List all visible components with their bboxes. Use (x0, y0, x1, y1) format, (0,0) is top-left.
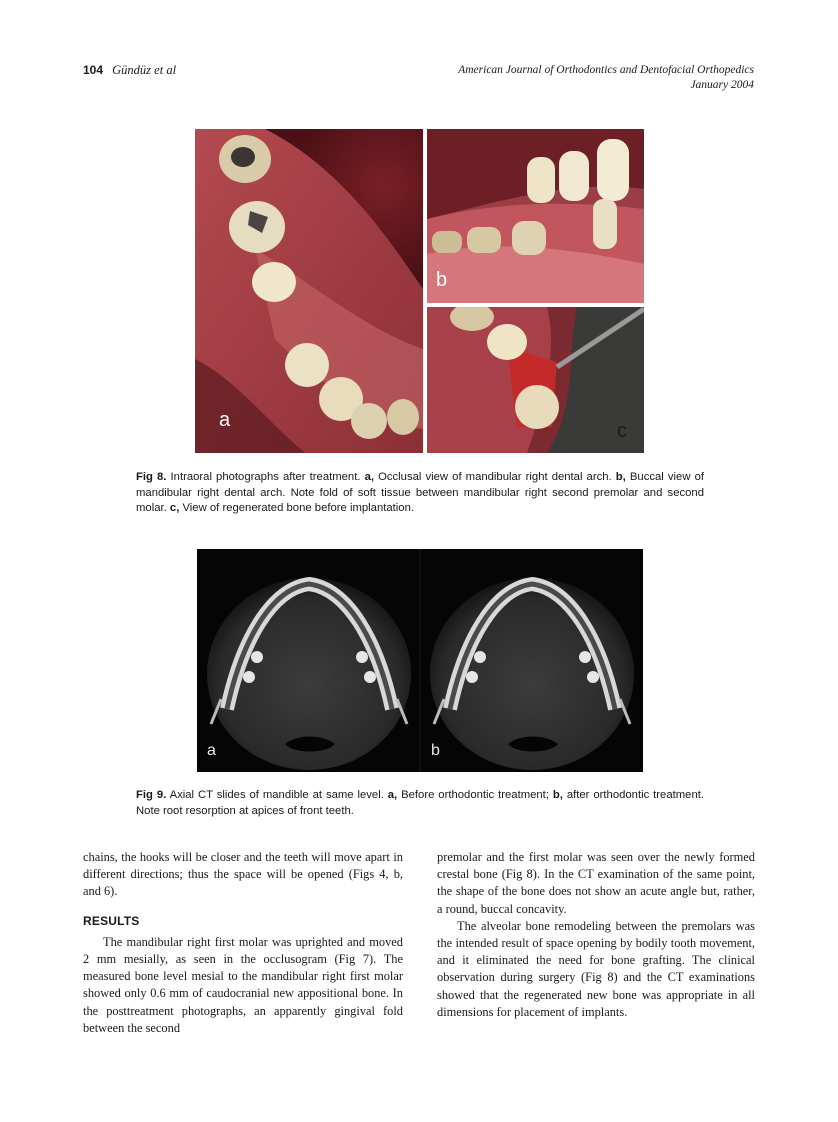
running-header-right (458, 63, 754, 93)
fig9-panel-b-label: b (431, 742, 440, 759)
fig9-ct-images (197, 549, 643, 772)
body-paragraph: The mandibular right first molar was uprighted and moved 2 mm mesially, as seen in the occlusogram (Fig 7). The measured bone level mesial to the mandibular right first molar showed only 0.6 mm of caudocranial new appositional bone. In the posttreatment photographs, an apparently gingival fold between the second (83, 934, 403, 1035)
journal-title: American Journal of Orthodontics and Dentofacial Orthopedics (458, 64, 754, 76)
body-column-right (437, 849, 755, 1021)
fig8-panel-c-photo (427, 307, 644, 453)
fig8-panel-c-label: c (617, 420, 627, 442)
fig9-caption: Fig 9. Axial CT slides of mandible at same level. a, Before orthodontic treatment; b, after orthodontic treatment. Note root resorption at apices of front teeth. (136, 789, 705, 817)
figure-9 (197, 549, 643, 772)
ct-slice-b (430, 578, 634, 770)
body-column-left (83, 849, 403, 1037)
running-authors: Gündüz et al (112, 63, 177, 77)
fig8-caption-id: Fig 8. (136, 471, 167, 483)
fig8-panel-b-label: b (436, 269, 448, 291)
body-paragraph: The alveolar bone remodeling between the premolars was the intended result of space opening by bodily tooth movement, and it eliminated the need for bone grafting. The clinical observation during surgery (Fig 8) and the CT examinations showed that the regenerated new bone was appropriate in all dimensions for placement of implants. (437, 918, 755, 1019)
body-paragraph: chains, the hooks will be closer and the teeth will move apart in different directions; thus the space will be opened (Figs 4, b, and 6). (83, 850, 403, 899)
ct-slice-a (207, 578, 411, 770)
journal-issue: January 2004 (690, 79, 754, 91)
running-header-left (83, 63, 176, 78)
body-paragraph: premolar and the first molar was seen over the newly formed crestal bone (Fig 8). In the CT examination of the same point, the shape of the bone does not show an acute angle but, rather, a round, buccal concavity. (437, 850, 755, 916)
fig8-panel-a-photo (195, 129, 423, 453)
fig8-panel-a-label: a (219, 409, 231, 431)
section-heading-results: RESULTS (83, 913, 140, 928)
page-number: 104 (83, 63, 104, 77)
figure-8 (195, 129, 644, 453)
fig8-panel-b-photo (427, 129, 644, 303)
fig8-caption: Fig 8. Intraoral photographs after treatment. a, Occlusal view of mandibular right dental arch. b, Buccal view of mandibular right dental arch. Note fold of soft tissue between mandibular right second premolar and second molar. c, View of regenerated bone before implantation. (136, 471, 704, 514)
fig9-panel-a-label: a (207, 742, 216, 759)
fig9-caption-id: Fig 9. (136, 789, 167, 801)
